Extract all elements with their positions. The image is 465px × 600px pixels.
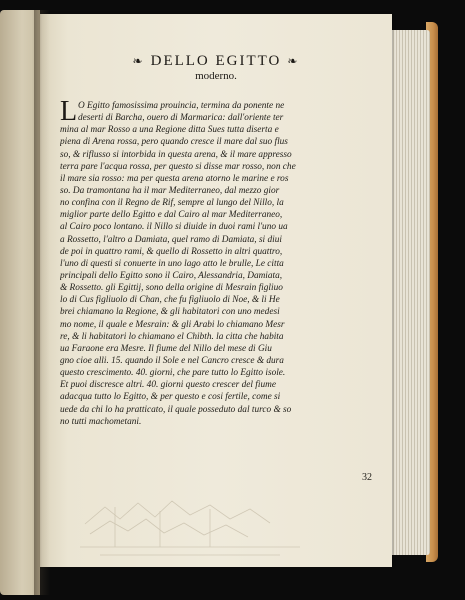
text-line: mo nome, il quale e Mesrain: & gli Arabi lo chiamano Mesr <box>60 319 285 330</box>
page-header <box>40 52 392 83</box>
text-line: questo crescimento. 40. giorni, che pare tutto lo Egitto isole. <box>60 368 286 379</box>
text-line: mina al mar Rosso a una Regione ditta Sues tutta diserta e <box>60 125 279 136</box>
fleuron-left-icon: ❧ <box>132 54 145 68</box>
text-line: l'uno di questi si conuerte in uno lago atto le brulle, Le citta <box>60 258 284 269</box>
running-title-text: DELLO EGITTO <box>150 53 282 69</box>
gutter-shadow <box>34 10 50 595</box>
text-line: de poi in quattro rami, & quello di Rossetto in altri quattro, <box>60 246 283 257</box>
text-line: al Cairo poco lontano. il Nillo si diuide in duoi rami l'uno ua <box>60 222 288 233</box>
text-line: deserti di Barcha, ouero di Marmarica: dall'oriente ter <box>78 113 284 124</box>
text-line: Et puoi discresce altri. 40. giorni questo crescer del fiume <box>60 380 276 391</box>
text-line: no tutti machometani. <box>60 416 142 427</box>
fleuron-right-icon: ❧ <box>287 54 300 68</box>
text-line: so. Da tramontana ha il mar Mediterraneo, dal mezzo gior <box>60 185 280 196</box>
drop-cap: L <box>60 96 78 127</box>
text-line: terra pare l'acqua rossa, per questo si disse mar rosso, non che <box>60 161 296 172</box>
text-line: a Rossetto, l'altro a Damiata, quel ramo di Damiata, si diui <box>60 234 282 245</box>
show-through-illustration <box>80 489 300 569</box>
running-title <box>40 52 392 70</box>
text-line: no confina con il Regno de Rif, sempre al lungo del Nillo, la <box>60 198 284 209</box>
text-line: lo di Cus figliuolo di Chan, che fu figliuolo di Noe, & li He <box>60 295 280 306</box>
running-subtitle: moderno. <box>195 70 237 82</box>
page-edges <box>388 30 430 555</box>
text-line: uede da chi lo ha pratticato, il quale posseduto dal turco & so <box>60 404 292 415</box>
body-text <box>60 96 372 428</box>
text-line: O Egitto famosissima prouincia, termina da ponente ne <box>78 101 285 111</box>
text-line: miglior parte dello Egitto e dal Cairo al mar Mediterraneo, <box>60 210 283 221</box>
text-line: adacqua tutto lo Egitto, & per questo e cosi fertile, come si <box>60 392 281 403</box>
text-line: il mare sia rosso: ma per questa arena atorno le marine e ros <box>60 173 289 184</box>
text-line: gno cioe alli. 15. quando il Sole e nel Cancro cresce & dura <box>60 355 284 366</box>
text-line: ua Faraone era Mesre. Il fiume del Nillo del mese di Giu <box>60 343 272 354</box>
page-number: 32 <box>362 472 372 483</box>
text-line: re, & li habitatori lo chiamano el Chibth. la citta che habita <box>60 331 284 342</box>
text-line: brei chiamano la Regione, & gli habitatori con uno medesi <box>60 307 280 318</box>
text-line: principali dello Egitto sono il Cairo, Alessandria, Damiata, <box>60 270 283 281</box>
text-line: piena di Arena rossa, pero quando cresce il mare dal suo flus <box>60 137 288 148</box>
text-line: so, & riflusso si intorbida in questa arena, & il mare appresso <box>60 149 292 160</box>
book-page <box>40 14 392 567</box>
text-line: & Rossetto. gli Egittij, sono della origine di Mesrain figliuo <box>60 283 283 294</box>
